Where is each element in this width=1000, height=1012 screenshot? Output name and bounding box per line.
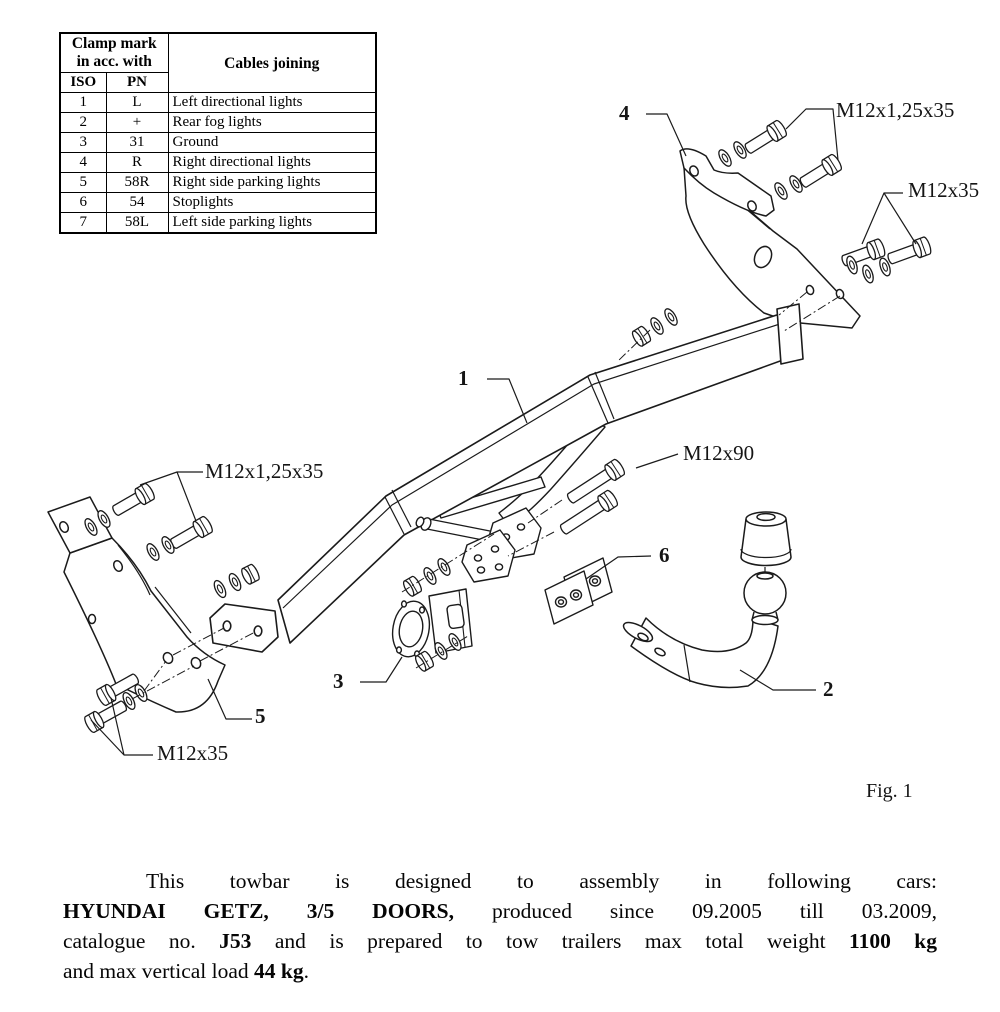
part-label-4: 4 xyxy=(619,101,630,125)
table-row: 2 + Rear fog lights xyxy=(60,113,376,133)
header-clamp-mark: Clamp mark in acc. with xyxy=(60,33,168,73)
paragraph-line: catalogue no. J53 and is prepared to tow trailers max total weight 1100 kg xyxy=(63,929,937,953)
table-row: 3 31 Ground xyxy=(60,133,376,153)
bolt-spec-top-right: M12x35 xyxy=(908,178,980,202)
part-label-2: 2 xyxy=(823,677,834,701)
beam-left-flange xyxy=(210,604,278,652)
header-pn: PN xyxy=(106,73,168,93)
table-row: 6 54 Stoplights xyxy=(60,193,376,213)
table-row: 1 L Left directional lights xyxy=(60,93,376,113)
table-row: 5 58R Right side parking lights xyxy=(60,173,376,193)
paragraph-line: HYUNDAI GETZ, 3/5 DOORS, produced since 09.2005 till 03.2009, xyxy=(63,899,937,923)
right-bracket xyxy=(680,149,860,328)
part-label-1: 1 xyxy=(458,366,469,390)
left-bracket-body xyxy=(64,538,225,712)
tow-ball xyxy=(621,512,791,687)
bolt-spec-top-right-shoulder: M12x1,25x35 xyxy=(836,98,955,122)
part-label-6: 6 xyxy=(659,543,670,567)
header-cables-joining: Cables joining xyxy=(168,33,376,93)
table-row: 4 R Right directional lights xyxy=(60,153,376,173)
part-label-3: 3 xyxy=(333,669,344,693)
part-label-5: 5 xyxy=(255,704,266,728)
info-paragraph xyxy=(63,866,937,986)
bolt-spec-bottom-left: M12x35 xyxy=(157,741,229,765)
figure-caption: Fig. 1 xyxy=(866,780,913,802)
header-iso: ISO xyxy=(60,73,106,93)
swan-neck xyxy=(631,618,778,687)
paragraph-line: and max vertical load 44 kg. xyxy=(63,959,310,983)
table-row: 7 58L Left side parking lights xyxy=(60,213,376,234)
bolt-spec-left-shoulder: M12x1,25x35 xyxy=(205,459,324,483)
paragraph-line: This towbar is designed to assembly in following cars: xyxy=(146,869,937,893)
beam-right-flange xyxy=(777,304,803,364)
bolt-spec-center: M12x90 xyxy=(683,441,755,465)
